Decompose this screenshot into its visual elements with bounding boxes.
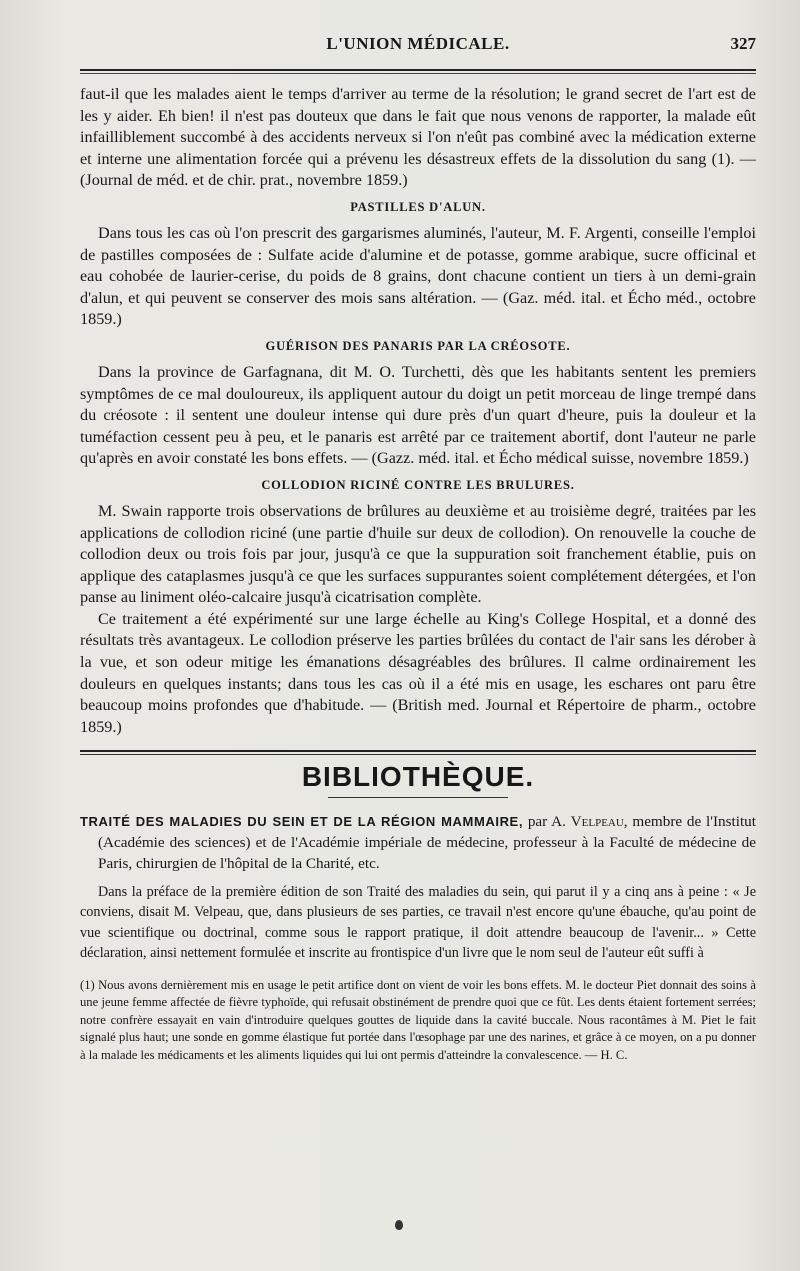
section-heading-collodion: COLLODION RICINÉ CONTRE LES BRULURES. [261,477,575,492]
section-divider [80,750,756,755]
header-rule-thin [80,73,756,74]
section-paragraph-collodion-1: M. Swain rapporte trois observations de brûlures au deuxième et au troisième degré, traitées par les applications de collodion riciné (une partie d'huile sur deux de collodion). On renouvelle la couche de collodion deux ou trois fois par jour, jusqu'à ce que la suppuration soit franchement établie, puis on applique des cataplasmes jusqu'à ce que les surfaces suppurantes soient complétement détergées, et l'on panse au liniment oléo-calcaire jusqu'à cicatrisation complète. [80,501,756,607]
book-author: Velpeau, [570,813,628,831]
intro-paragraph: faut-il que les malades aient le temps d'arriver au terme de la résolution; le grand secret de l'art est de les y aider. Eh bien! il n'est pas douteux que dans le fait que nous venons de rapporter, la malade eût infailliblement succombé à des accidents nerveux si l'on n'eût pas combiné avec la médication externe et interne une alimentation forcée qui a prévenu les désastreux effets de la dissolution du sang (1). — (Journal de méd. et de chir. prat., novembre 1859.) [80,85,756,190]
section-paragraph-panaris: Dans la province de Garfagnana, dit M. O. Turchetti, dès que les habitants sentent les premiers symptômes de ce mal douloureux, ils appliquent autour du doigt un petit morceau de linge trempé dans du créosote : il sentent une douleur intense qui dure près d'un quart d'heure, puis la douleur et la tuméfaction cessent peu à peu, et le panaris est arrêté par ce traitement abortif, dont l'auteur ne parle qu'après en avoir constaté les bons effets. — (Gazz. méd. ital. et Écho médical suisse, novembre 1859.) [80,362,756,468]
printer-mark [395,1220,403,1230]
page-header [80,34,756,62]
section-paragraph-collodion-2: Ce traitement a été expérimenté sur une large échelle au King's College Hospital, et a donné des résultats très avantageux. Le collodion préserve les parties brûlées du contact de l'air sans les dérober à la vue, et son odeur mitige les émanations désagréables des brûlures. Il calme ordinairement les douleurs en quelques instants; dans tous les cas où il a été mis en usage, les eschares ont paru être beaucoup moins profondes que d'habitude. — (British med. Journal et Répertoire de pharm., octobre 1859.) [80,609,756,736]
bibliotheque-paragraph: Dans la préface de la première édition de son Traité des maladies du sein, qui parut il y a cinq ans à peine : « Je conviens, disait M. Velpeau, que, dans plusieurs de ses parties, ce travail n'est encore qu'une ébauche, qu'au point de vue scientifique ou doctrinal, comme sous le rapport pratique, il doit attendre beaucoup de l'avenir... » Cette déclaration, ainsi nettement formulée et inscrite au frontispice d'un livre que le nom seul de l'auteur eût suffi à [80,884,756,961]
footnote: (1) Nous avons dernièrement mis en usage le petit artifice dont on vient de voir les bons effets. M. le docteur Piet donnait des soins à une jeune femme affectée de fièvre typhoïde, qui refusait obstinément de prendre quoi que ce fût. Les dents étaient fortement serrées; notre confrère essayait en vain d'introduire quelques gouttes de liquide dans la cavité buccale. Nous racontâmes à M. Piet le fait signalé plus haut; une sonde en gomme élastique fut portée dans l'œsophage par une des narines, et grâce à ce moyen, on a pu donner à la malade les médicaments et les aliments liquides qui lui ont permis d'atteindre la convalescence. — H. C. [80,978,756,1062]
bibliotheque-heading: BIBLIOTHÈQUE. [301,761,535,793]
page-number: 327 [730,34,756,53]
book-entry [80,812,756,874]
book-details: membre de l'Institut (Académie des sciences) et de l'Académie impériale de médecine, professeur à la Faculté de médecine de Paris, chirurgien de l'hôpital de la Charité, etc. [98,813,756,872]
section-heading-pastilles: PASTILLES D'ALUN. [350,199,486,214]
section-paragraph-pastilles: Dans tous les cas où l'on prescrit des gargarismes aluminés, l'auteur, M. F. Argenti, conseille l'emploi de pastilles composées de : Sulfate acide d'alumine et de potasse, gomme arabique, sucre officinal et eau cohobée de laurier-cerise, du poids de 8 grains, dont chacune contient un tiers à un demi-grain d'alun, et qui peuvent se conserver des mois sans altération. — (Gaz. méd. ital. et Écho méd., octobre 1859.) [80,223,756,329]
journal-title: L'UNION MÉDICALE. [326,34,510,53]
book-title: TRAITÉ DES MALADIES DU SEIN ET DE LA RÉGION MAMMAIRE, [80,814,524,830]
header-rule [80,69,756,71]
bibliotheque-underline [328,797,508,798]
page-content [80,84,756,1064]
section-heading-panaris: GUÉRISON DES PANARIS PAR LA CRÉOSOTE. [265,338,571,353]
book-author-prefix: par A. [527,813,566,831]
